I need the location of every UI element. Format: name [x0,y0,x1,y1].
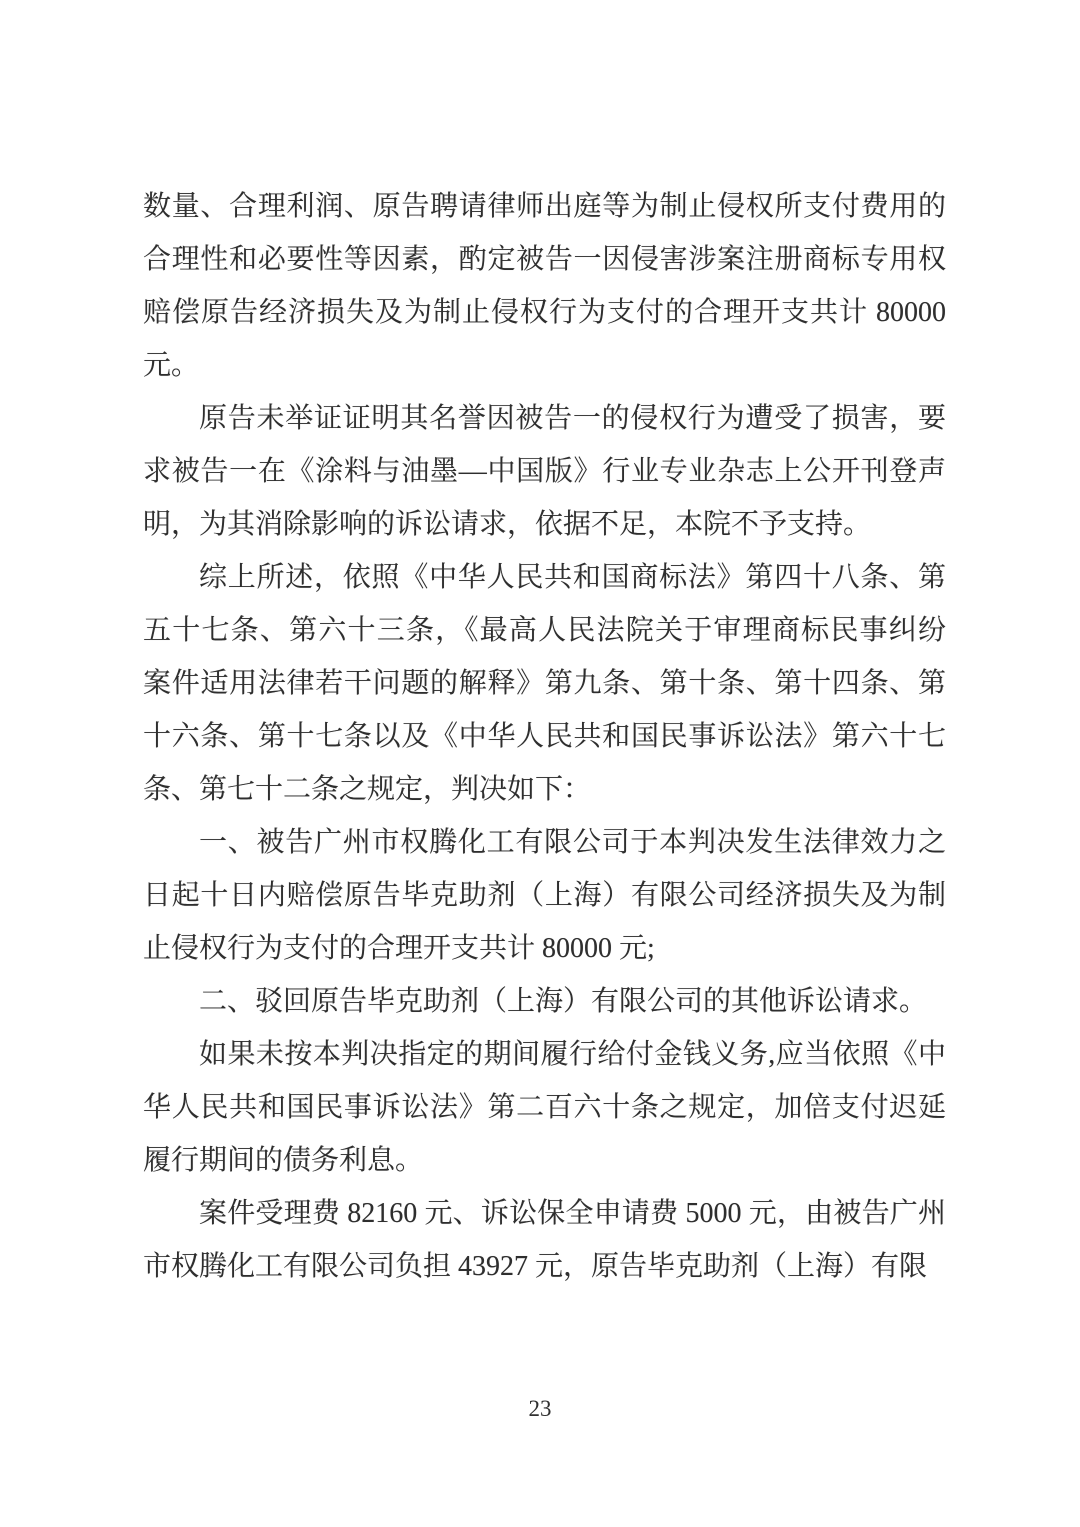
paragraph [143,551,946,816]
page-number: 23 [528,1396,552,1421]
text-line: 综上所述，依照《中华人民共和国商标法》第四十八条、第 [199,562,946,593]
text-line: 止侵权行为支付的合理开支共计 80000 元; [143,933,655,964]
text-line: 案件适用法律若干问题的解释》第九条、第十条、第十四条、第 [143,668,946,699]
text-line: 如果未按本判决指定的期间履行给付金钱义务,应当依照《中 [199,1039,946,1070]
text-line: 条、第七十二条之规定，判决如下： [143,774,592,805]
paragraph [143,392,946,551]
paragraph [143,1187,946,1293]
text-line: 华人民共和国民事诉讼法》第二百六十条之规定，加倍支付迟延 [143,1092,946,1123]
text-line: 原告未举证证明其名誉因被告一的侵权行为遭受了损害，要 [199,403,946,434]
text-line: 元。 [143,350,200,381]
text-line: 求被告一在《涂料与油墨—中国版》行业专业杂志上公开刊登声 [143,456,946,487]
paragraph [143,816,946,975]
text-line: 数量、合理利润、原告聘请律师出庭等为制止侵权所支付费用的 [143,191,946,222]
text-line: 合理性和必要性等因素，酌定被告一因侵害涉案注册商标专用权 [143,244,946,275]
text-line: 五十七条、第六十三条，《最高人民法院关于审理商标民事纠纷 [143,615,946,646]
paragraph [143,975,946,1028]
text-line: 市权腾化工有限公司负担 43927 元，原告毕克助剂（上海）有限 [143,1251,928,1282]
text-line: 案件受理费 82160 元、诉讼保全申请费 5000 元，由被告广州 [199,1198,946,1229]
paragraph [143,180,946,392]
paragraph [143,1028,946,1187]
text-line: 日起十日内赔偿原告毕克助剂（上海）有限公司经济损失及为制 [143,880,946,911]
text-line: 二、驳回原告毕克助剂（上海）有限公司的其他诉讼请求。 [199,986,928,1017]
text-line: 一、被告广州市权腾化工有限公司于本判决发生法律效力之 [199,827,946,858]
text-line: 十六条、第十七条以及《中华人民共和国民事诉讼法》第六十七 [143,721,946,752]
text-line: 履行期间的债务利息。 [143,1145,424,1176]
judgment-text-body [143,180,946,1293]
text-line: 明，为其消除影响的诉讼请求，依据不足，本院不予支持。 [143,509,872,540]
text-line: 赔偿原告经济损失及为制止侵权行为支付的合理开支共计 80000 [143,297,946,328]
